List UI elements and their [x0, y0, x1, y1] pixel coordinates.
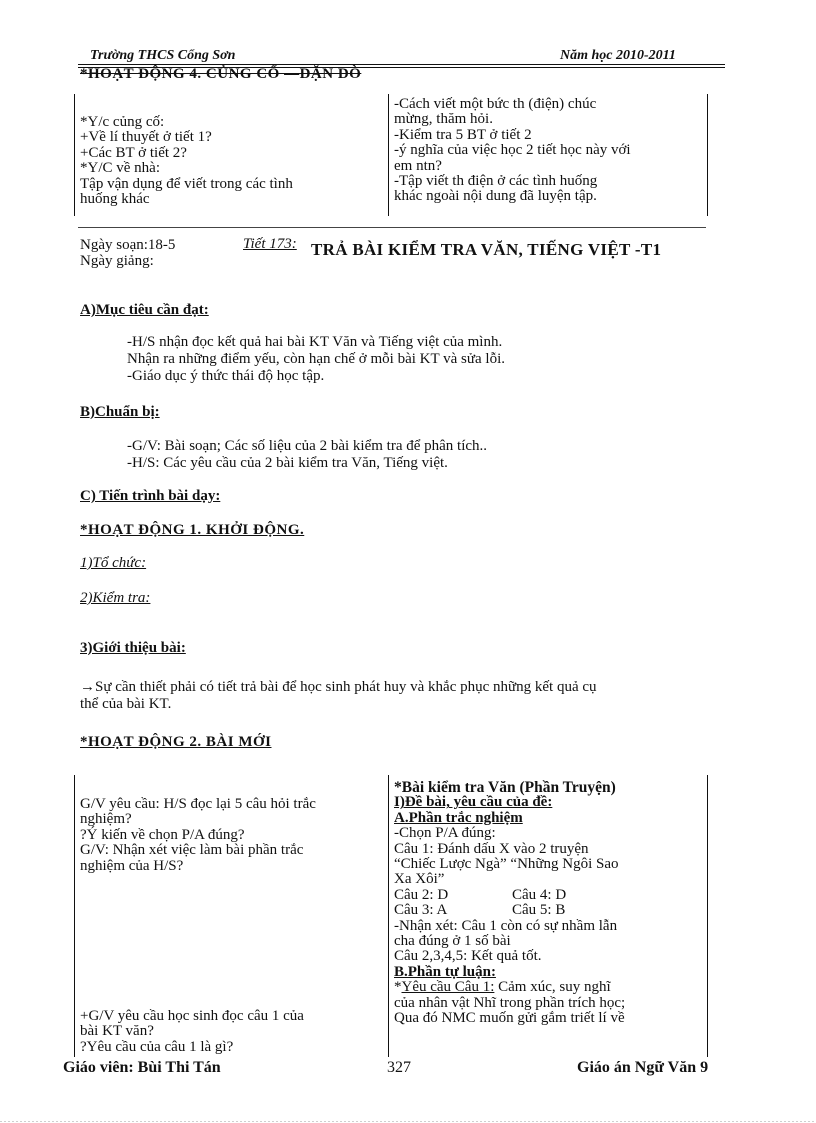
table-border-middle: [388, 775, 389, 1057]
part-b-heading: B.Phần tự luận:: [394, 963, 496, 980]
text-line: -Nhận xét: Câu 1 còn có sự nhầm lẫn: [394, 917, 618, 934]
text-line: nghiệm của H/S?: [80, 857, 184, 874]
answer: Câu 3: A: [394, 902, 448, 919]
page-number: 327: [387, 1059, 411, 1076]
text-line: -Tập viết th điện ở các tình huống: [394, 173, 598, 190]
text-line: Nhận ra những điểm yếu, còn hạn chế ở mỗi bài KT và sửa lỗi.: [127, 351, 505, 367]
table-border-right: [707, 775, 708, 1057]
intro-paragraph: [80, 679, 760, 713]
section-c-heading: C) Tiến trình bài dạy:: [80, 488, 221, 504]
text-line: huống khác: [80, 191, 150, 208]
exam-title: *Bài kiểm tra Văn (Phần Truyện): [394, 779, 616, 796]
activity-4-title: *HOẠT ĐỘNG 4. CỦNG CỐ —DẶN DÒ: [80, 66, 362, 82]
section-a-heading: A)Mục tiêu cần đạt:: [80, 302, 209, 318]
text-line: Qua đó NMC muốn gửi gắm triết lí về: [394, 1010, 625, 1027]
section-b-content: [127, 438, 487, 472]
activity-2-left-top: [80, 797, 382, 874]
activity-4-right-column: [394, 97, 704, 205]
table-border-left: [74, 94, 75, 216]
text-line: -Kiểm tra 5 BT ở tiết 2: [394, 126, 532, 143]
activity-2-title: *HOẠT ĐỘNG 2. BÀI MỚI: [80, 734, 272, 750]
answer: Câu 4: D: [512, 886, 567, 903]
text-line: -Chọn P/A đúng:: [394, 825, 496, 842]
text-line: ?Ý kiến về chọn P/A đúng?: [80, 826, 245, 843]
answer-row: [394, 888, 704, 903]
book-title: Giáo án Ngữ Văn 9: [577, 1059, 709, 1076]
intro-text-2: thể của bài KT.: [80, 696, 172, 712]
text-line: -ý nghĩa của việc học 2 tiết học này với: [394, 142, 631, 159]
text-line: Câu 2,3,4,5: Kết quả tốt.: [394, 948, 542, 965]
text-line: Xa Xôi”: [394, 871, 445, 888]
text-line: +Các BT ở tiết 2?: [80, 144, 187, 161]
lesson-title: TRẢ BÀI KIỂM TRA VĂN, TIẾNG VIỆT -T1: [311, 240, 662, 259]
text-line: cha đúng ở 1 số bài: [394, 933, 511, 950]
answer: Câu 2: D: [394, 886, 449, 903]
text-line: khác ngoài nội dung đã luyện tập.: [394, 188, 597, 205]
answer-row: [394, 903, 704, 918]
text-line: nghiệm?: [80, 811, 132, 828]
section-divider: [78, 227, 706, 228]
check-heading: 2)Kiểm tra:: [80, 590, 151, 606]
text-line: -Cách viết một bức th (điện) chúc: [394, 96, 597, 112]
text-line: [394, 980, 704, 995]
text-line: mừng, thăm hỏi.: [394, 111, 493, 128]
activity-1-title: *HOẠT ĐỘNG 1. KHỞI ĐỘNG.: [80, 522, 305, 538]
text-line: Câu 1: Đánh dấu X vào 2 truyện: [394, 840, 589, 857]
period-number: Tiết 173:: [243, 236, 297, 252]
text-line: G/V yêu cầu: H/S đọc lại 5 câu hỏi trắc: [80, 796, 316, 812]
text-line: G/V: Nhận xét việc làm bài phần trắc: [80, 842, 304, 859]
text-line: +G/V yêu cầu học sinh đọc câu 1 của: [80, 1008, 304, 1024]
requirement-text: Cảm xúc, suy nghĩ: [494, 979, 611, 996]
header-rule: [78, 64, 725, 65]
school-year: Năm học 2010-2011: [560, 48, 676, 63]
prep-date: Ngày soạn:18-5: [80, 237, 176, 253]
requirement-label: Yêu cầu Câu 1:: [401, 979, 495, 996]
text-line: em ntn?: [394, 157, 442, 174]
school-name: Trường THCS Cổng Sơn: [90, 48, 236, 63]
text-line: Tập vận dụng để viết trong các tình: [80, 175, 293, 192]
text-line: ?Yêu cầu của câu 1 là gì?: [80, 1038, 234, 1055]
text-line: bài KT văn?: [80, 1023, 154, 1040]
text-line: “Chiếc Lược Ngà” “Những Ngôi Sao: [394, 856, 619, 873]
exam-subtitle: I)Đề bài, yêu cầu của đề:: [394, 794, 553, 811]
text-line: -H/S: Các yêu cầu của 2 bài kiểm tra Văn, Tiếng việt.: [127, 455, 448, 471]
table-border-left: [74, 775, 75, 1057]
section-b-heading: B)Chuẩn bị:: [80, 404, 160, 420]
answer: Câu 5: B: [512, 902, 566, 919]
table-border-middle: [388, 94, 389, 216]
intro-text: Sự cần thiết phải có tiết trả bài để học sinh phát huy và khắc phục những kết quả cụ: [95, 679, 597, 695]
activity-4-left-column: [80, 115, 382, 207]
bullet: *: [394, 979, 402, 996]
text-line: -G/V: Bài soạn; Các số liệu của 2 bài kiểm tra để phân tích..: [127, 438, 488, 454]
teacher-name: Giáo viên: Bùi Thi Tán: [63, 1059, 221, 1076]
section-a-content: [127, 334, 505, 385]
part-a-heading: A.Phần trắc nghiệm: [394, 809, 523, 826]
activity-2-right-column: [394, 780, 704, 1027]
organization-heading: 1)Tổ chức:: [80, 555, 147, 571]
text-line: *Y/c củng cố:: [80, 114, 165, 130]
activity-2-left-bottom: [80, 1009, 382, 1055]
arrow-icon: →: [80, 679, 95, 695]
text-line: -Giáo dục ý thức thái độ học tập.: [127, 368, 325, 384]
table-border-right: [707, 94, 708, 216]
page-edge-dots: [0, 1121, 816, 1122]
intro-heading: 3)Giới thiệu bài:: [80, 640, 186, 656]
text-line: +Về lí thuyết ở tiết 1?: [80, 129, 212, 146]
text-line: của nhân vật Nhĩ trong phần trích học;: [394, 994, 626, 1011]
text-line: -H/S nhận đọc kết quả hai bài KT Văn và Tiếng việt của mình.: [127, 334, 503, 350]
teach-date: Ngày giảng:: [80, 253, 154, 269]
text-line: *Y/C về nhà:: [80, 160, 160, 177]
